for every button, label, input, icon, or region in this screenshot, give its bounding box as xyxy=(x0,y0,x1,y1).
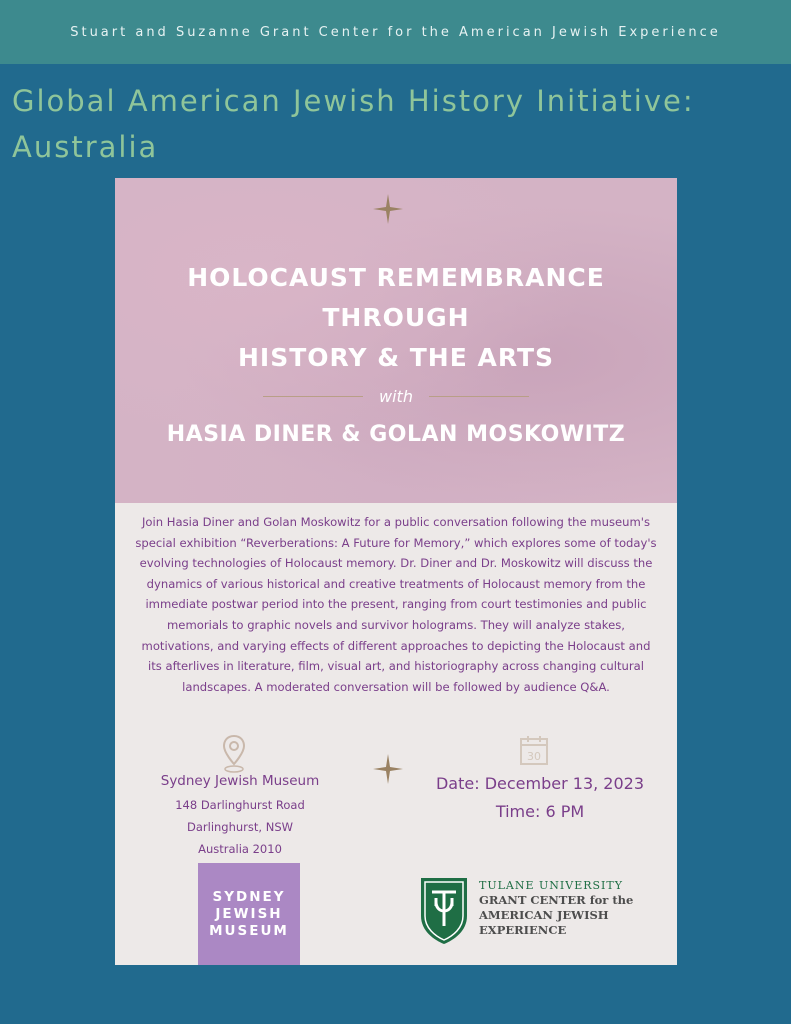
event-flyer xyxy=(115,178,677,965)
headline-line: THROUGH xyxy=(322,303,470,332)
calendar-number: 30 xyxy=(527,750,541,763)
speakers: HASIA DINER & GOLAN MOSKOWITZ xyxy=(166,422,626,447)
event-datetime xyxy=(415,770,665,826)
headline-line: HOLOCAUST REMEMBRANCE xyxy=(187,263,605,292)
tulane-shield-icon xyxy=(419,876,469,946)
tulane-center-line: GRANT CENTER for the xyxy=(479,893,634,907)
page-title: Global American Jewish History Initiative: Australia xyxy=(12,84,695,164)
flyer-banner xyxy=(115,178,677,503)
logo-line: MUSEUM xyxy=(209,922,289,939)
event-time: Time: 6 PM xyxy=(495,802,585,821)
star-icon xyxy=(371,752,405,786)
divider-line xyxy=(263,396,363,397)
star-icon xyxy=(371,192,405,226)
divider-line xyxy=(429,396,529,397)
calendar-icon xyxy=(519,734,549,766)
venue-block xyxy=(125,768,355,860)
logo-line: SYDNEY xyxy=(212,888,286,905)
headline-line: HISTORY & THE ARTS xyxy=(237,343,555,372)
tulane-center-line: AMERICAN JEWISH xyxy=(479,908,609,922)
event-description: Join Hasia Diner and Golan Moskowitz for a public conversation following the museum's special exhibition “Reverberations: A Future for Memory,” which explores some of today's evolving technologies of Holocaust memory. Dr. Diner and Dr. Moskowitz will discuss the dynamics of various historical and creative treatments of Holocaust memory from the immediate postwar period into the present, ranging from court testimonies and public memorials to graphic novels and survivor holograms. They will analyze stakes, motivations, and varying effects of different approaches to depicting the Holocaust and its afterlives in literature, film, visual art, and historiography across changing cultural landscapes. A moderated conversation will be followed by audience Q&A. xyxy=(135,515,657,694)
tulane-center-line: EXPERIENCE xyxy=(479,923,567,937)
venue-address-line: Darlinghurst, NSW xyxy=(187,820,293,834)
site-header xyxy=(0,0,791,64)
with-divider xyxy=(115,384,677,408)
tulane-university-name: TULANE UNIVERSITY xyxy=(479,879,623,892)
logo-line: JEWISH xyxy=(215,905,283,922)
event-headline xyxy=(115,258,677,378)
tulane-wordmark xyxy=(479,878,669,938)
center-name[interactable]: Stuart and Suzanne Grant Center for the American Jewish Experience xyxy=(70,24,721,40)
venue-address-line: Australia 2010 xyxy=(198,842,282,856)
sydney-jewish-museum-logo xyxy=(198,863,300,965)
event-date: Date: December 13, 2023 xyxy=(435,774,645,793)
venue-address-line: 148 Darlinghurst Road xyxy=(175,798,305,812)
venue-name: Sydney Jewish Museum xyxy=(160,773,320,789)
with-label: with xyxy=(379,386,413,406)
